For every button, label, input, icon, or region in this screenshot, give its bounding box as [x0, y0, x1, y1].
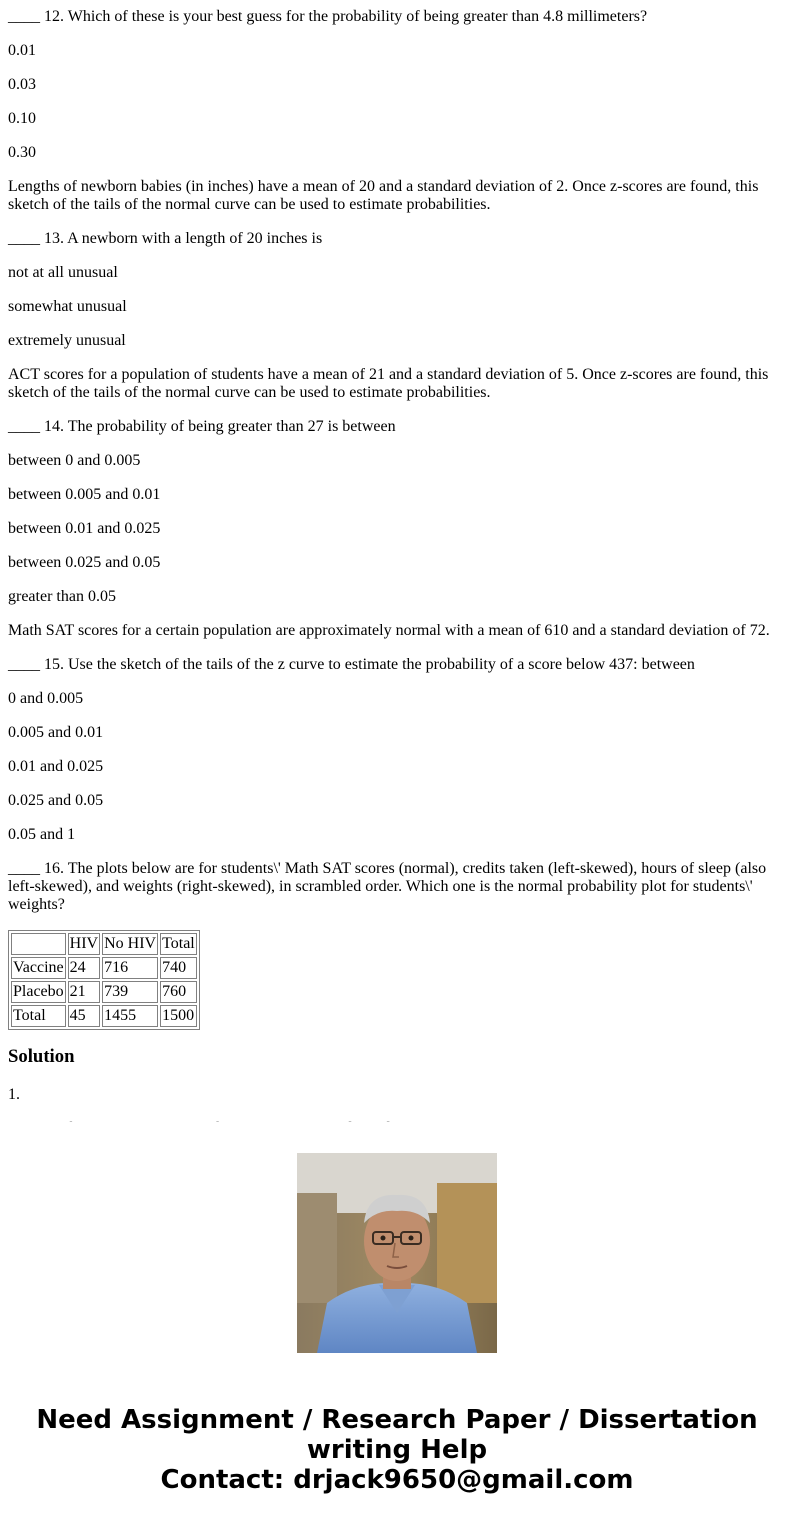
- question-15-option: 0.01 and 0.025: [8, 758, 104, 775]
- table-cell: Vaccine: [11, 957, 66, 979]
- promo-line: Need Assignment / Research Paper / Dissertation: [36, 1405, 758, 1435]
- promo-section: [0, 1122, 794, 1523]
- question-15-option: 0.05 and 1: [8, 826, 76, 843]
- table-cell: Placebo: [11, 981, 66, 1003]
- question-14-option: between 0 and 0.005: [8, 452, 141, 469]
- question-12-option: 0.03: [8, 76, 36, 93]
- avatar: [297, 1153, 497, 1353]
- question-15-option: 0.005 and 0.01: [8, 724, 104, 741]
- promo-text: [0, 1405, 794, 1495]
- hiv-vaccine-table: [8, 930, 200, 1030]
- question-15-option: 0.025 and 0.05: [8, 792, 104, 809]
- table-cell: 45: [68, 1005, 100, 1027]
- table-cell: 716: [102, 957, 158, 979]
- act-intro: ACT scores for a population of students have a mean of 21 and a standard deviation of 5. Once z-scores are found, this sketch of the tails of the normal curve can be used to estimate probabilities.: [8, 366, 769, 401]
- table-header-cell: [11, 933, 66, 955]
- question-14-option: between 0.005 and 0.01: [8, 486, 161, 503]
- table-cell: 1455: [102, 1005, 158, 1027]
- question-13-option: somewhat unusual: [8, 298, 127, 315]
- question-13-option: not at all unusual: [8, 264, 118, 281]
- table-cell: 760: [160, 981, 197, 1003]
- promo-contact: Contact: drjack9650@gmail.com: [160, 1465, 634, 1495]
- table-row: [11, 1005, 197, 1027]
- question-15-prompt: ____ 15. Use the sketch of the tails of the z curve to estimate the probability of a score below 437: between: [8, 656, 695, 673]
- newborn-intro: Lengths of newborn babies (in inches) have a mean of 20 and a standard deviation of 2. Once z-scores are found, this sketch of the tails of the normal curve can be used to estimate probabilities.: [8, 178, 759, 213]
- question-12-prompt: ____ 12. Which of these is your best guess for the probability of being greater than 4.8 millimeters?: [8, 8, 648, 25]
- table-cell: 24: [68, 957, 100, 979]
- question-14-option: between 0.01 and 0.025: [8, 520, 161, 537]
- table-cell: Total: [11, 1005, 66, 1027]
- avatar-portrait-image: [297, 1153, 497, 1353]
- table-cell: 21: [68, 981, 100, 1003]
- question-12-option: 0.30: [8, 144, 36, 161]
- solution-number: 1.: [8, 1086, 20, 1103]
- question-13-prompt: ____ 13. A newborn with a length of 20 inches is: [8, 230, 323, 247]
- promo-line: writing Help: [306, 1435, 488, 1465]
- solution-heading: Solution: [8, 1046, 75, 1067]
- question-13-option: extremely unusual: [8, 332, 126, 349]
- table-cell: 739: [102, 981, 158, 1003]
- table-cell: 740: [160, 957, 197, 979]
- table-row: [11, 957, 197, 979]
- question-12-option: 0.10: [8, 110, 36, 127]
- question-16-prompt: ____ 16. The plots below are for students\' Math SAT scores (normal), credits taken (left-skewed), hours of sleep (also left-skewed), and weights (right-skewed), in scrambled order. Which one is the normal probability plot for students\' weights?: [8, 860, 767, 913]
- document-content: [8, 8, 786, 1122]
- table-cell: 1500: [160, 1005, 197, 1027]
- question-14-option: greater than 0.05: [8, 588, 116, 605]
- table-header-row: [11, 933, 197, 955]
- table-header-cell: Total: [160, 933, 197, 955]
- table-header-cell: No HIV: [102, 933, 158, 955]
- question-14-option: between 0.025 and 0.05: [8, 554, 161, 571]
- question-14-prompt: ____ 14. The probability of being greater than 27 is between: [8, 418, 396, 435]
- question-15-option: 0 and 0.005: [8, 690, 84, 707]
- question-12-option: 0.01: [8, 42, 36, 59]
- sat-intro: Math SAT scores for a certain population are approximately normal with a mean of 610 and a standard deviation of 72.: [8, 622, 770, 639]
- table-row: [11, 981, 197, 1003]
- table-header-cell: HIV: [68, 933, 100, 955]
